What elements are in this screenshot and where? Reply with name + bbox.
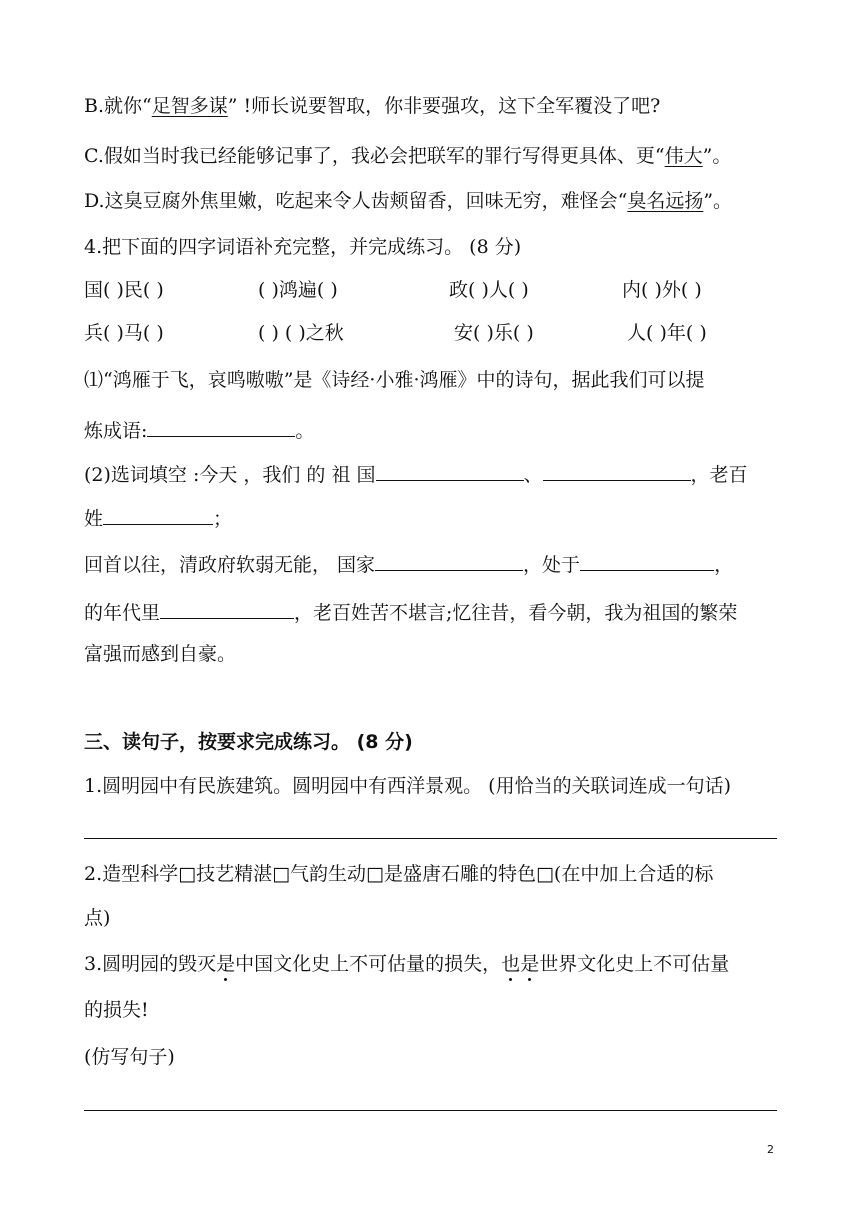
page-number: 2 xyxy=(767,1143,774,1156)
s3-q2-line1: 2.造型科学□技艺精湛□气韵生动□是盛唐石雕的特色□(在中加上合适的标 xyxy=(84,863,714,885)
answer-blank-4[interactable] xyxy=(103,504,213,525)
q4-2-line4 xyxy=(84,598,737,625)
s3-q3-b: 中国文化史上不可估量的损失， xyxy=(235,953,502,975)
s3-q3-line2: 的损失! xyxy=(84,999,149,1021)
idiom-r1-2: ( )鸿遍( ) xyxy=(258,279,338,301)
q4-1-end: 。 xyxy=(295,420,315,442)
emphasis-shi-1: 是 xyxy=(216,953,236,975)
emphasis-shi-2: 是 xyxy=(520,953,540,975)
idiom-r2-3: 安( )乐( ) xyxy=(454,322,534,344)
q4-2-line4-pre: 的年代里 xyxy=(84,602,161,624)
answer-blank-1[interactable] xyxy=(147,416,295,437)
q4-1-prompt: 炼成语: xyxy=(84,420,148,442)
option-c-pre: C.假如当时我已经能够记事了，我必会把联军的罪行写得更具体、更“ xyxy=(84,145,665,167)
answer-blank-5[interactable] xyxy=(375,550,523,571)
q4-title: 4.把下面的四字词语补充完整，并完成练习。 (8 分) xyxy=(84,236,522,258)
section-3-heading: 三、读句子，按要求完成练习。 (8 分) xyxy=(84,731,413,753)
answer-blank-3[interactable] xyxy=(543,460,691,481)
s3-q3-c: 世界文化史上不可估量 xyxy=(539,953,730,975)
s3-q3-line1 xyxy=(84,952,729,976)
answer-blank-6[interactable] xyxy=(580,550,714,571)
option-b-post: ” !师长说要智取，你非要强攻，这下全军覆没了吧? xyxy=(227,95,661,117)
option-d-term: 臭名远扬 xyxy=(627,190,704,212)
option-d-pre: D.这臭豆腐外焦里嫩，吃起来令人齿颊留香，回味无穷，难怪会“ xyxy=(84,190,628,212)
q4-1-line2 xyxy=(84,416,314,443)
s3-q1: 1.圆明园中有民族建筑。圆明园中有西洋景观。 (用恰当的关联词连成一句话) xyxy=(84,775,731,797)
option-b-pre: B.就你“ xyxy=(84,95,152,117)
idiom-r2-2: ( ) ( )之秋 xyxy=(258,322,344,344)
s3-q2-line2: 点) xyxy=(84,907,111,929)
answer-line-1[interactable] xyxy=(84,838,777,839)
option-d xyxy=(84,189,732,213)
q4-2-line4-end: ，老百姓苦不堪言;忆往昔，看今朝，我为祖国的繁荣 xyxy=(294,602,738,624)
q4-2-line5: 富强而感到自豪。 xyxy=(84,643,237,665)
q4-2-line2-end: ； xyxy=(213,508,233,530)
idiom-r2-4: 人( )年( ) xyxy=(627,322,707,344)
option-d-post: ”。 xyxy=(703,190,733,212)
answer-blank-2[interactable] xyxy=(376,460,524,481)
answer-line-2[interactable] xyxy=(84,1110,777,1111)
q4-2-line2 xyxy=(84,504,232,531)
q4-2-line3-mid: ，处于 xyxy=(523,554,581,576)
s3-q3-line3: (仿写句子) xyxy=(84,1046,175,1068)
q4-2-line1-end: ，老百 xyxy=(690,464,748,486)
q4-2-line3-pre: 回首以往，清政府软弱无能， 国家 xyxy=(84,554,376,576)
s3-q3-a: 3.圆明园的毁灭 xyxy=(84,953,217,975)
q4-2-line1 xyxy=(84,460,748,487)
idiom-r1-1: 国( )民( ) xyxy=(84,279,164,301)
option-c-term: 伟大 xyxy=(664,145,703,167)
idiom-r2-1: 兵( )马( ) xyxy=(84,322,164,344)
option-c-post: ”。 xyxy=(702,145,732,167)
q4-2-prompt: (2)选词填空 :今天 ，我们 的 祖 国 xyxy=(84,464,376,486)
idiom-r1-3: 政( )人( ) xyxy=(449,279,529,301)
option-c xyxy=(84,144,731,168)
option-b xyxy=(84,94,660,118)
option-b-term: 足智多谋 xyxy=(151,95,228,117)
q4-1-line1: ⑴“鸿雁于飞，哀鸣嗷嗷”是《诗经·小雅·鸿雁》中的诗句，据此我们可以提 xyxy=(84,369,705,391)
emphasis-ye: 也 xyxy=(501,953,521,975)
q4-2-line3-end: ， xyxy=(714,554,734,576)
answer-blank-7[interactable] xyxy=(160,598,294,619)
idiom-r1-4: 内( )外( ) xyxy=(622,279,702,301)
q4-2-line2-pre: 姓 xyxy=(84,508,104,530)
q4-2-line3 xyxy=(84,550,733,577)
q4-2-sep: 、 xyxy=(523,464,543,486)
